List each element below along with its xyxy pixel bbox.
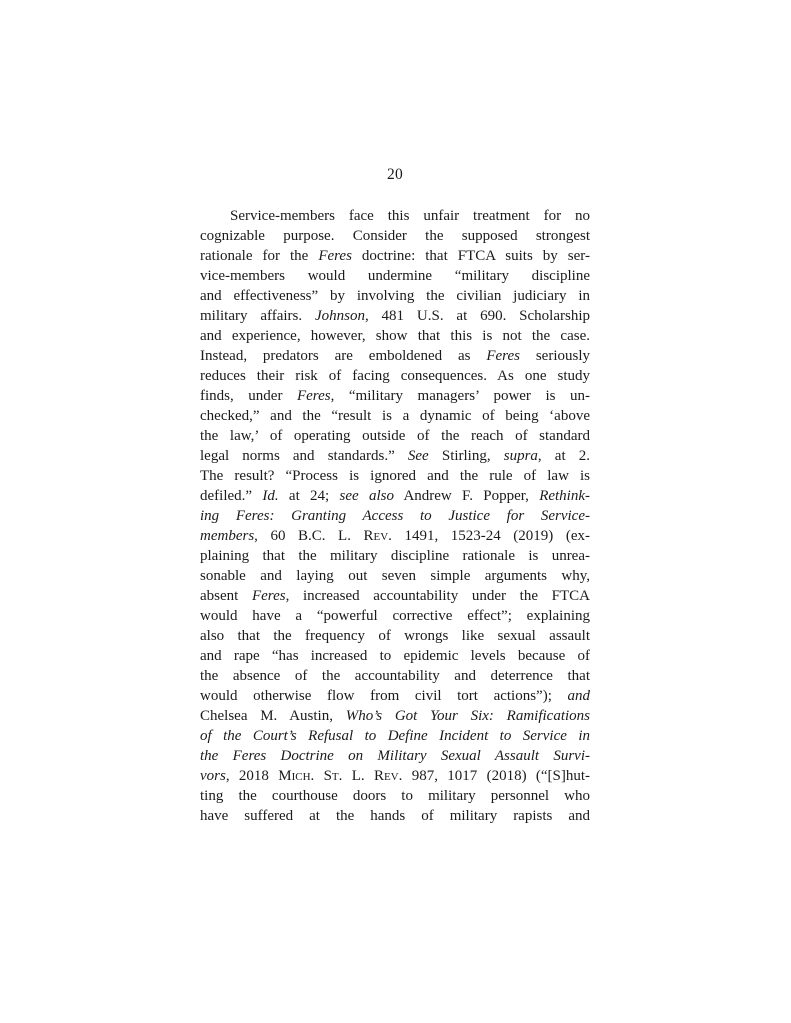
text-segment: , 60 B.C. L.	[254, 528, 364, 544]
text-line	[200, 406, 590, 426]
text-line	[200, 706, 590, 726]
text-segment: would have a “powerful corrective effect”; explaining	[200, 608, 590, 624]
text-segment: reduces their risk of facing consequences. As one study	[200, 368, 590, 384]
text-line	[200, 306, 590, 326]
text-line	[200, 386, 590, 406]
text-segment: ting the courthouse doors to military personnel who	[200, 788, 590, 804]
text-line	[200, 206, 590, 226]
text-line	[200, 326, 590, 346]
italic-text-segment: see also	[339, 488, 394, 504]
text-segment: The result? “Process is ignored and the rule of law is	[200, 468, 590, 484]
text-line	[200, 726, 590, 746]
text-line	[200, 526, 590, 546]
text-segment: and effectiveness” by involving the civilian judiciary in	[200, 288, 590, 304]
text-line	[200, 806, 590, 826]
italic-text-segment: ing Feres: Granting Access to Justice for Service-	[200, 508, 590, 524]
text-segment: Service-members face this unfair treatment for no	[230, 208, 590, 224]
text-line	[200, 286, 590, 306]
text-line	[200, 426, 590, 446]
text-line	[200, 666, 590, 686]
page-number: 20	[386, 166, 404, 183]
italic-text-segment: Who’s Got Your Six: Ramifications	[345, 708, 590, 724]
text-line	[200, 586, 590, 606]
text-line	[200, 786, 590, 806]
text-segment: the law,’ of operating outside of the reach of standard	[200, 428, 590, 444]
text-line	[200, 746, 590, 766]
text-segment: , at 2.	[537, 448, 590, 464]
italic-text-segment: Feres	[318, 248, 352, 264]
text-line	[200, 646, 590, 666]
text-line	[200, 626, 590, 646]
text-segment: seriously	[519, 348, 590, 364]
italic-text-segment: Feres	[296, 388, 331, 404]
text-segment: , 481 U.S. at 690. Scholarship	[364, 308, 590, 324]
text-segment: , increased accountability under the FTCA	[285, 588, 590, 604]
small-caps-text-segment: Rev.	[363, 528, 392, 544]
text-segment: defiled.”	[200, 488, 263, 504]
text-segment: and experience, however, show that this is not the case.	[200, 328, 590, 344]
text-segment: 1491, 1523-24 (2019) (ex-	[391, 528, 590, 544]
italic-text-segment: Rethink-	[539, 488, 590, 504]
italic-text-segment: of the Court’s Refusal to Define Incident to Service in	[200, 728, 590, 744]
italic-text-segment: Feres	[251, 588, 286, 604]
italic-text-segment: members	[200, 528, 255, 544]
small-caps-text-segment: Rev.	[373, 768, 403, 784]
text-segment: sonable and laying out seven simple arguments why,	[200, 568, 590, 584]
text-line	[200, 486, 590, 506]
text-line	[200, 266, 590, 286]
italic-text-segment: Johnson	[314, 308, 365, 324]
italic-text-segment: and	[567, 688, 590, 704]
text-segment: , 2018	[225, 768, 279, 784]
text-line	[200, 506, 590, 526]
text-segment: finds, under	[200, 388, 297, 404]
text-segment: checked,” and the “result is a dynamic of being ‘above	[200, 408, 590, 424]
text-segment: , “military managers’ power is un-	[330, 388, 590, 404]
italic-text-segment: the Feres Doctrine on Military Sexual Assault Survi-	[200, 748, 590, 764]
text-segment: and rape “has increased to epidemic levels because of	[200, 648, 590, 664]
small-caps-text-segment: Mich. St.	[278, 768, 343, 784]
body-text	[200, 206, 590, 826]
italic-text-segment: See	[407, 448, 429, 464]
text-line	[200, 446, 590, 466]
text-line	[200, 226, 590, 246]
text-line	[200, 606, 590, 626]
text-segment: at 24;	[278, 488, 340, 504]
text-segment: L.	[342, 768, 374, 784]
text-segment: 987, 1017 (2018) (“[S]hut-	[402, 768, 590, 784]
text-segment: vice-members would undermine “military discipline	[200, 268, 590, 284]
text-segment: doctrine: that FTCA suits by ser-	[351, 248, 590, 264]
text-segment: Andrew F. Popper,	[393, 488, 540, 504]
text-segment: the absence of the accountability and deterrence that	[200, 668, 590, 684]
text-segment: have suffered at the hands of military rapists and	[200, 808, 590, 824]
italic-text-segment: Id.	[262, 488, 279, 504]
text-segment: also that the frequency of wrongs like sexual assault	[200, 628, 590, 644]
text-line	[200, 366, 590, 386]
text-line	[200, 246, 590, 266]
text-segment: rationale for the	[200, 248, 319, 264]
text-line	[200, 566, 590, 586]
italic-text-segment: vors	[200, 768, 226, 784]
text-segment: Stirling,	[428, 448, 504, 464]
text-segment: legal norms and standards.”	[200, 448, 408, 464]
text-line	[200, 686, 590, 706]
italic-text-segment: Feres	[486, 348, 520, 364]
text-line	[200, 766, 590, 786]
text-segment: absent	[200, 588, 252, 604]
text-segment: military affairs.	[200, 308, 315, 324]
text-segment: plaining that the military discipline rationale is unrea-	[200, 548, 590, 564]
text-segment: Instead, predators are emboldened as	[200, 348, 487, 364]
text-segment: Chelsea M. Austin,	[200, 708, 346, 724]
text-segment: would otherwise flow from civil tort actions”);	[200, 688, 568, 704]
text-segment: cognizable purpose. Consider the supposed strongest	[200, 228, 590, 244]
italic-text-segment: supra	[503, 448, 538, 464]
text-line	[200, 466, 590, 486]
text-line	[200, 546, 590, 566]
text-line	[200, 346, 590, 366]
